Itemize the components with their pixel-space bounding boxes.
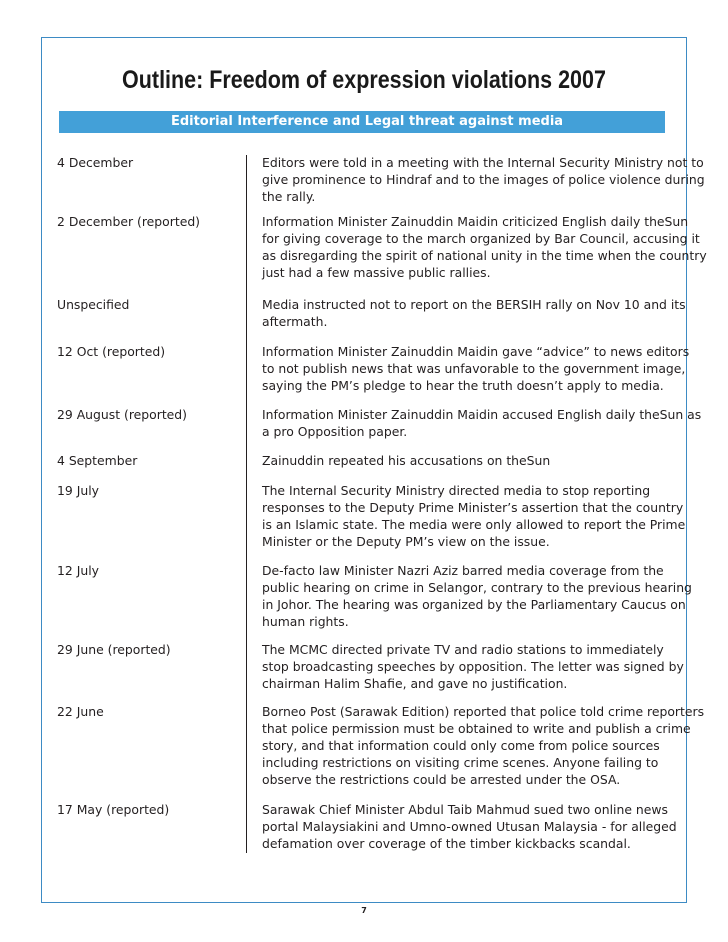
entry-description bbox=[262, 343, 690, 394]
entry-date: 19 July bbox=[57, 483, 99, 498]
entry-description bbox=[262, 213, 707, 281]
entry-description bbox=[262, 703, 705, 788]
entry-description-line: responses to the Deputy Prime Minister’s assertion that the country bbox=[262, 500, 684, 515]
entry-description-line: portal Malaysiakini and Umno-owned Utusan Malaysia - for alleged bbox=[262, 819, 677, 834]
entry-description-line: human rights. bbox=[262, 614, 349, 629]
entry-description-line: public hearing on crime in Selangor, contrary to the previous hearing bbox=[262, 580, 692, 595]
entry-date: Unspecified bbox=[57, 297, 130, 312]
entry-description bbox=[262, 406, 702, 440]
entry-description-line: Information Minister Zainuddin Maidin criticized English daily theSun bbox=[262, 214, 689, 229]
entry-description bbox=[262, 296, 686, 330]
entry-description-line: Media instructed not to report on the BERSIH rally on Nov 10 and its bbox=[262, 297, 686, 312]
entry-description bbox=[262, 482, 686, 550]
entry-description bbox=[262, 801, 675, 852]
entry-date: 29 August (reported) bbox=[57, 407, 188, 422]
entry-date: 4 September bbox=[57, 453, 138, 468]
entry-date: 12 July bbox=[57, 563, 99, 578]
entry-description-line: Minister or the Deputy PM’s view on the issue. bbox=[262, 534, 550, 549]
entry-description-line: is an Islamic state. The media were only allowed to report the Prime bbox=[262, 517, 686, 532]
entry-description-line: observe the restrictions could be arrested under the OSA. bbox=[262, 772, 621, 787]
entry-description-line: The MCMC directed private TV and radio stations to immediately bbox=[262, 642, 664, 657]
entry-date: 17 May (reported) bbox=[57, 802, 170, 817]
page-number: 7 bbox=[361, 906, 367, 915]
entry-date: 29 June (reported) bbox=[57, 642, 171, 657]
entry-description bbox=[262, 154, 705, 205]
column-divider bbox=[246, 155, 247, 853]
entry-date: 12 Oct (reported) bbox=[57, 344, 166, 359]
entry-description-line: Borneo Post (Sarawak Edition) reported that police told crime reporters bbox=[262, 704, 705, 719]
entry-description-line: The Internal Security Ministry directed media to stop reporting bbox=[262, 483, 651, 498]
entry-description bbox=[262, 452, 675, 469]
entry-description-line: saying the PM’s pledge to hear the truth doesn’t apply to media. bbox=[262, 378, 664, 393]
entry-description-line: that police permission must be obtained to write and publish a crime bbox=[262, 721, 691, 736]
entry-description bbox=[262, 562, 692, 630]
entry-description-line: Sarawak Chief Minister Abdul Taib Mahmud sued two online news bbox=[262, 802, 668, 817]
entry-description-line: Editors were told in a meeting with the Internal Security Ministry not to bbox=[262, 155, 704, 170]
entry-description-line: Information Minister Zainuddin Maidin gave “advice” to news editors bbox=[262, 344, 690, 359]
entry-description-line: just had a few massive public rallies. bbox=[262, 265, 491, 280]
entry-description-line: defamation over coverage of the timber kickbacks scandal. bbox=[262, 836, 631, 851]
entry-description-line: Information Minister Zainuddin Maidin accused English daily theSun as bbox=[262, 407, 702, 422]
entry-date: 22 June bbox=[57, 704, 104, 719]
entry-date: 2 December (reported) bbox=[57, 214, 201, 229]
entry-description-line: Zainuddin repeated his accusations on theSun bbox=[262, 453, 551, 468]
entry-description-line: the rally. bbox=[262, 189, 316, 204]
entry-date: 4 December bbox=[57, 155, 134, 170]
entry-description-line: give prominence to Hindraf and to the images of police violence during bbox=[262, 172, 705, 187]
entry-description-line: for giving coverage to the march organized by Bar Council, accusing it bbox=[262, 231, 700, 246]
entry-description-line: a pro Opposition paper. bbox=[262, 424, 408, 439]
entry-description-line: as disregarding the spirit of national unity in the time when the country bbox=[262, 248, 707, 263]
entry-description-line: De-facto law Minister Nazri Aziz barred media coverage from the bbox=[262, 563, 664, 578]
entry-description-line: chairman Halim Shafie, and gave no justification. bbox=[262, 676, 568, 691]
entry-description bbox=[262, 641, 684, 692]
entry-description-line: to not publish news that was unfavorable to the government image, bbox=[262, 361, 686, 376]
entry-description-line: in Johor. The hearing was organized by the Parliamentary Caucus on bbox=[262, 597, 686, 612]
entry-description-line: including restrictions on visiting crime scenes. Anyone failing to bbox=[262, 755, 659, 770]
page-title: Outline: Freedom of expression violations 2007 bbox=[122, 66, 606, 94]
entry-description-line: story, and that information could only come from police sources bbox=[262, 738, 660, 753]
entry-description-line: stop broadcasting speeches by opposition. The letter was signed by bbox=[262, 659, 684, 674]
section-subtitle-bar: Editorial Interference and Legal threat against media bbox=[59, 111, 665, 133]
entry-description-line: aftermath. bbox=[262, 314, 328, 329]
